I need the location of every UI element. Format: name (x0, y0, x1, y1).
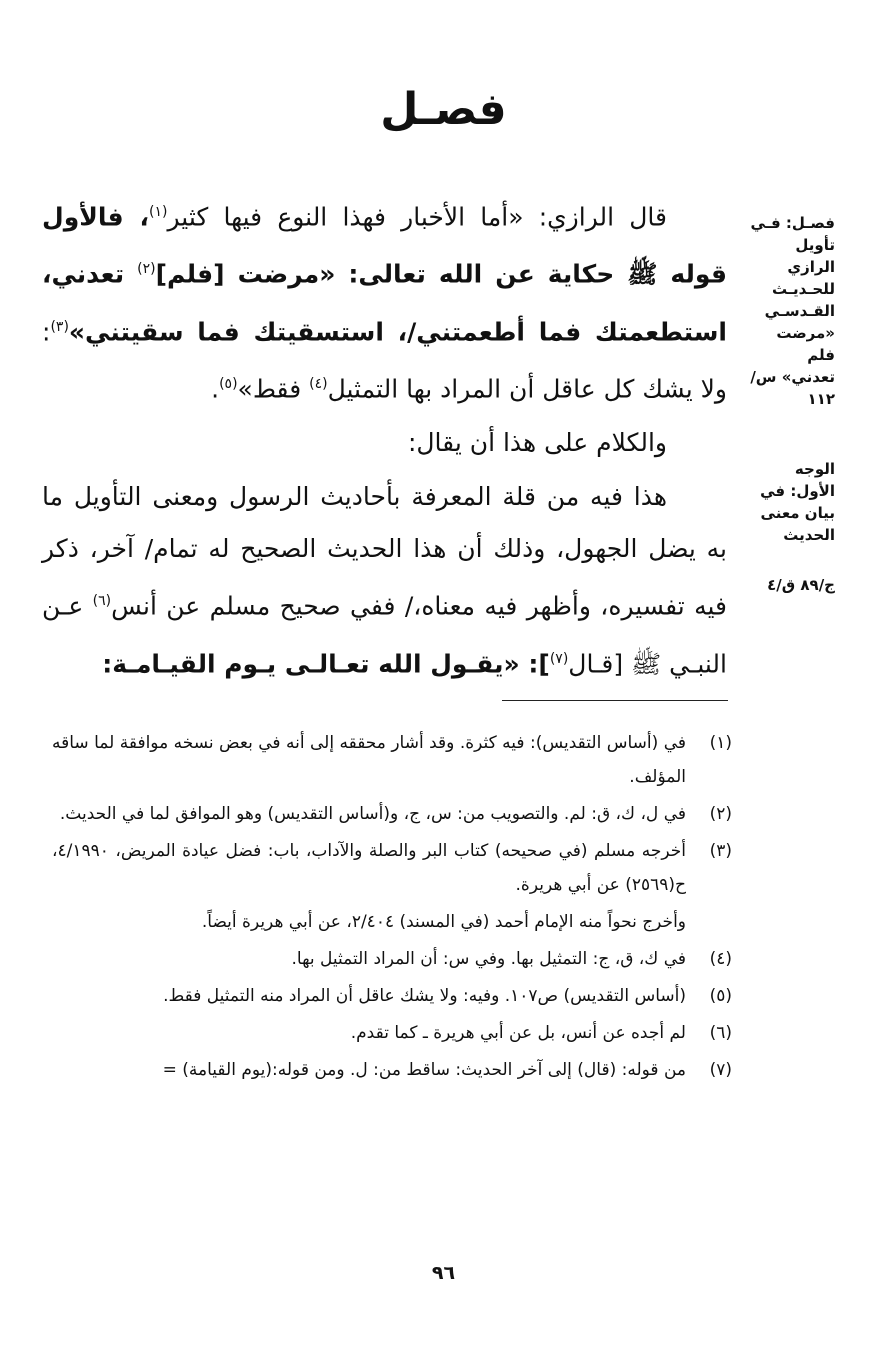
footnote-number: (٢) (709, 804, 732, 824)
footnote (52, 797, 732, 831)
footnote-text: من قوله: (قال) إلى آخر الحديث: ساقط من: ل. ومن قوله:(يوم القيامة) = (162, 1060, 686, 1080)
footnote-text: وأخرج نحواً منه الإمام أحمد (في المسند) ٢/٤٠٤، عن أبي هريرة أيضاً. (201, 912, 686, 932)
page-number: ٩٦ (431, 1262, 456, 1284)
footnote (52, 1053, 732, 1087)
footnote (52, 979, 732, 1013)
footnote-text: (أساس التقديس) ص١٠٧. وفيه: ولا يشك عاقل أن المراد منه التمثيل فقط. (163, 986, 686, 1006)
main-text (42, 186, 727, 690)
paragraph-first-aspect (42, 471, 727, 690)
margin-note-section: فصـل: فـي تأويل الرازي للحـديـث القـدسـي «مرضت فلم تعدني» س/١١٢ (750, 214, 835, 408)
footnote-number: (٧) (709, 1060, 732, 1080)
text-run: قال الرازي: «أما الأخبار فهذا النوع فيها كثير (167, 202, 667, 232)
text-run-bold: ، فالأول قوله ﷺ حكاية عن الله تعالى: «مرضت [فلم] (42, 202, 727, 289)
footnote-ref: (٦) (92, 593, 112, 610)
text-run: فقط» (237, 374, 310, 404)
footnote (52, 834, 732, 902)
footnote-number: (١) (709, 733, 732, 753)
footnote-text: أخرجه مسلم (في صحيحه) كتاب البر والصلة والآداب، باب: فضل عيادة المريض، ٤/١٩٩٠، ح(٢٥٦٩) عن أبي هريرة. (52, 841, 686, 895)
footnote-text: في ك، ق، ج: التمثيل بها. وفي س: أن المراد التمثيل بها. (291, 949, 686, 969)
paragraph-reply-intro: والكلام على هذا أن يقال: (407, 428, 667, 458)
text-run: . (211, 374, 220, 404)
text-run: عـن النبـي ﷺ [قـال (42, 591, 727, 678)
footnote-ref: (١) (149, 204, 168, 220)
footnote (52, 726, 732, 794)
text-run-bold: ]: «يقـول الله تعـالـى يـوم القيـامـة: (102, 648, 550, 678)
footnote-ref: (٣) (50, 318, 69, 335)
margin-note-folio: ج/٨٩ ق/٤ (767, 576, 835, 594)
footnote-text: في (أساس التقديس): فيه كثرة. وقد أشار محققه إلى أنه في بعض نسخه موافقة لما ساقه المؤلف. (52, 733, 686, 787)
footnote (52, 1016, 732, 1050)
footnote-ref: (٤) (309, 375, 328, 392)
footnote-text: في ل، ك، ق: لم. والتصويب من: س، ج، و(أساس التقديس) وهو الموافق لما في الحديث. (59, 804, 686, 824)
footnote-number (686, 905, 732, 939)
footnote (52, 942, 732, 976)
footnote-ref: (٢) (137, 261, 156, 278)
footnotes (52, 726, 732, 1090)
footnote-ref: (٥) (219, 375, 238, 392)
footnote-number: (٦) (709, 1023, 732, 1043)
footnote-continuation (52, 905, 732, 939)
footnote-number: (٣) (709, 841, 732, 861)
footnote-number: (٥) (709, 986, 732, 1006)
margin-note-first-aspect: الوجه الأول: في بيان معنى الحديث (760, 460, 835, 544)
section-title: فصـل (380, 84, 507, 135)
footnote-text: لم أجده عن أنس، بل عن أبي هريرة ـ كما تقدم. (350, 1023, 686, 1043)
footnote-separator (502, 700, 728, 701)
paragraph-razi-quote (42, 186, 727, 415)
footnote-number: (٤) (709, 949, 732, 969)
footnote-ref: (٧) (549, 650, 569, 667)
text-run: هذا فيه من قلة المعرفة بأحاديث الرسول ومعنى التأويل ما به يضل الجهول، وذلك أن هذا الحديث الصحيح له تمام/ آخر، ذكر فيه تفسيره، وأظهر فيه معناه،/ ففي صحيح مسلم عن أنس (42, 482, 727, 621)
text-run: : ولا يشك كل عاقل أن المراد بها التمثيل (42, 316, 727, 404)
text-run-bold: تعدني، استطعمتك فما أطعمتني/، استسقيتك فما سقيتني» (42, 259, 727, 346)
